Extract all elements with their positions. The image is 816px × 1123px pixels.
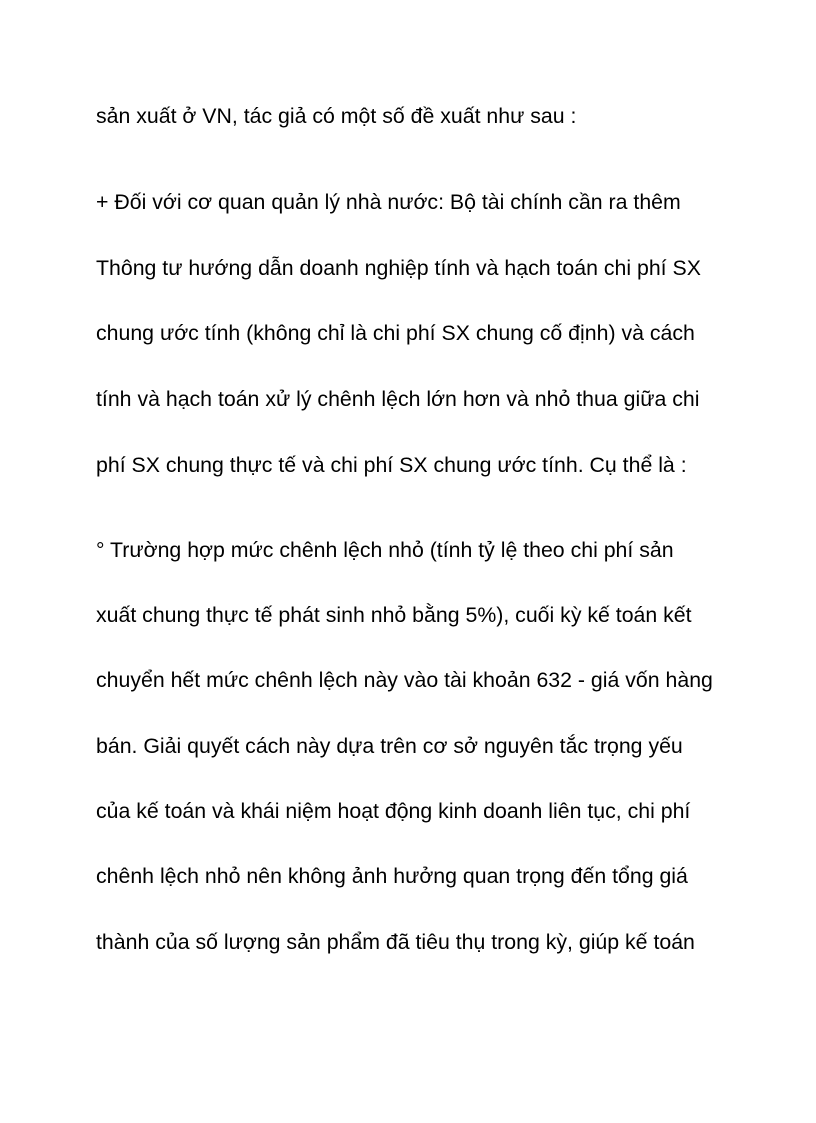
text-line: xuất chung thực tế phát sinh nhỏ bằng 5%), cuối kỳ kế toán kết	[96, 603, 692, 627]
text-line: phí SX chung thực tế và chi phí SX chung ước tính. Cụ thể là :	[96, 453, 687, 477]
text-line: tính và hạch toán xử lý chênh lệch lớn hơn và nhỏ thua giữa chi	[96, 387, 700, 411]
text-line: chuyển hết mức chênh lệch này vào tài khoản 632 - giá vốn hàng	[96, 668, 713, 692]
text-line: Thông tư hướng dẫn doanh nghiệp tính và hạch toán chi phí SX	[96, 256, 701, 280]
text-line: của kế toán và khái niệm hoạt động kinh doanh liên tục, chi phí	[96, 799, 691, 823]
text-line: ° Trường hợp mức chênh lệch nhỏ (tính tỷ lệ theo chi phí sản	[96, 538, 674, 562]
text-line: bán. Giải quyết cách này dựa trên cơ sở nguyên tắc trọng yếu	[96, 734, 683, 758]
text-line: + Đối với cơ quan quản lý nhà nước: Bộ tài chính cần ra thêm	[96, 190, 681, 214]
text-line: chung ước tính (không chỉ là chi phí SX chung cố định) và cách	[96, 321, 695, 345]
text-line: sản xuất ở VN, tác giả có một số đề xuất như sau :	[96, 104, 577, 128]
text-line: chênh lệch nhỏ nên không ảnh hưởng quan trọng đến tổng giá	[96, 864, 688, 888]
text-line: thành của số lượng sản phẩm đã tiêu thụ trong kỳ, giúp kế toán	[96, 930, 695, 954]
